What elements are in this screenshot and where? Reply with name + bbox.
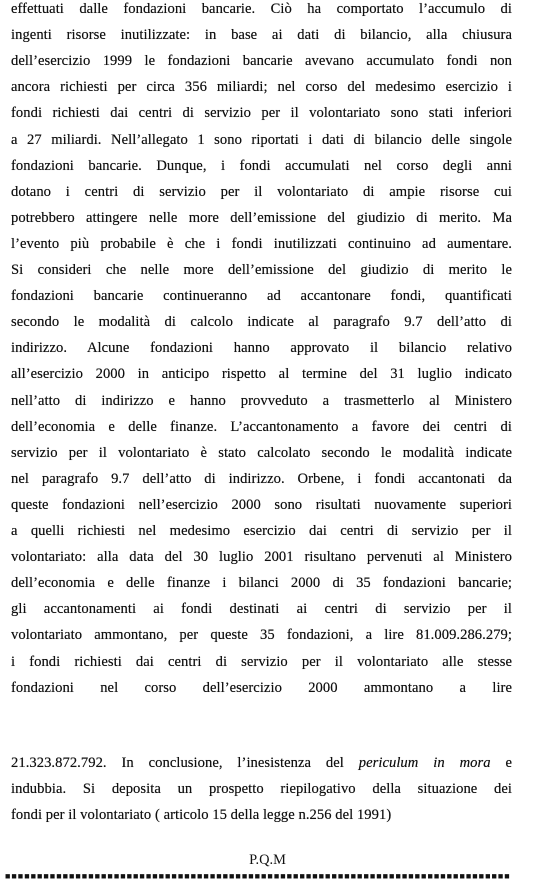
text-line: queste fondazioni nell’esercizio 2000 sono risultati nuovamente superiori xyxy=(11,496,512,513)
text-line: servizio per il volontariato è stato calcolato secondo le modalità indicate xyxy=(11,444,512,461)
text-line: Si consideri che nelle more dell’emissione del giudizio di merito le xyxy=(11,262,512,278)
text-line: dotano i centri di servizio per il volontariato di ampie risorse cui xyxy=(11,183,512,200)
text-line: indubbia. Si deposita un prospetto riepilogativo della situazione dei xyxy=(11,781,512,797)
dotted-rule: ■■■■■■■■■■■■■■■■■■■■■■■■■■■■■■■■■■■■■■■■■■■■■■■■■■■■■■■■■■■■■■■■■■■■■■■■■■■■■■■ xyxy=(5,874,511,880)
text-line: fondi richiesti dai centri di servizio per il volontariato sono stati inferiori xyxy=(11,105,512,122)
text-line: nel paragrafo 9.7 dell’atto di indirizzo. Orbene, i fondi accantonati da xyxy=(11,470,512,487)
text-segment: 21.323.872.792. In conclusione, l’inesistenza del xyxy=(11,755,359,771)
text-line: a 27 miliardi. Nell’allegato 1 sono riportati i dati di bilancio delle singole xyxy=(11,131,512,148)
text-segment: e xyxy=(490,755,512,771)
text-line: potrebbero attingere nelle more dell’emissione del giudizio di merito. Ma xyxy=(11,209,512,226)
text-line: fondazioni bancarie continueranno ad accantonare fondi, quantificati xyxy=(11,288,512,305)
text-line: fondazioni nel corso dell’esercizio 2000 ammontano a lire xyxy=(11,679,512,696)
text-line: fondazioni bancarie. Dunque, i fondi accumulati nel corso degli anni xyxy=(11,157,512,174)
text-line: volontariato: alla data del 30 luglio 2001 risultano pervenuti al Ministero xyxy=(11,549,512,566)
closing-heading: P.Q.M xyxy=(249,852,286,868)
text-line: dell’esercizio 1999 le fondazioni bancarie avevano accumulato fondi non xyxy=(11,53,512,70)
text-line: i fondi richiesti dai centri di servizio per il volontariato alle stesse xyxy=(11,653,512,670)
text-line: gli accantonamenti ai fondi destinati ai centri di servizio per il xyxy=(11,601,512,618)
text-line: volontariato ammontano, per queste 35 fondazioni, a lire 81.009.286.279; xyxy=(11,627,512,644)
text-line: dell’economia e delle finanze. L’accantonamento a favore dei centri di xyxy=(11,418,512,435)
text-line: all’esercizio 2000 in anticipo rispetto al termine del 31 luglio indicato xyxy=(11,366,512,383)
text-line: ingenti risorse inutilizzate: in base ai dati di bilancio, alla chiusura xyxy=(11,27,512,44)
text-line: dell’economia e delle finanze i bilanci 2000 di 35 fondazioni bancarie; xyxy=(11,575,512,592)
text-line: fondi per il volontariato ( articolo 15 della legge n.256 del 1991) xyxy=(11,807,392,823)
text-line: effettuati dalle fondazioni bancarie. Ciò ha comportato l’accumulo di xyxy=(11,1,512,17)
text-line: a quelli richiesti nel medesimo esercizio dai centri di servizio per il xyxy=(11,523,512,539)
latin-phrase: periculum in mora xyxy=(358,755,491,771)
text-line: nell’atto di indirizzo e hanno provveduto a trasmetterlo al Ministero xyxy=(11,392,512,409)
text-line: ancora richiesti per circa 356 miliardi; nel corso del medesimo esercizio i xyxy=(11,79,512,96)
text-line: secondo le modalità di calcolo indicate al paragrafo 9.7 dell’atto di xyxy=(11,314,512,331)
text-line xyxy=(11,751,512,775)
text-line: indirizzo. Alcune fondazioni hanno approvato il bilancio relativo xyxy=(11,340,512,357)
text-line: l’evento più probabile è che i fondi inutilizzati continuino ad aumentare. xyxy=(11,235,512,252)
